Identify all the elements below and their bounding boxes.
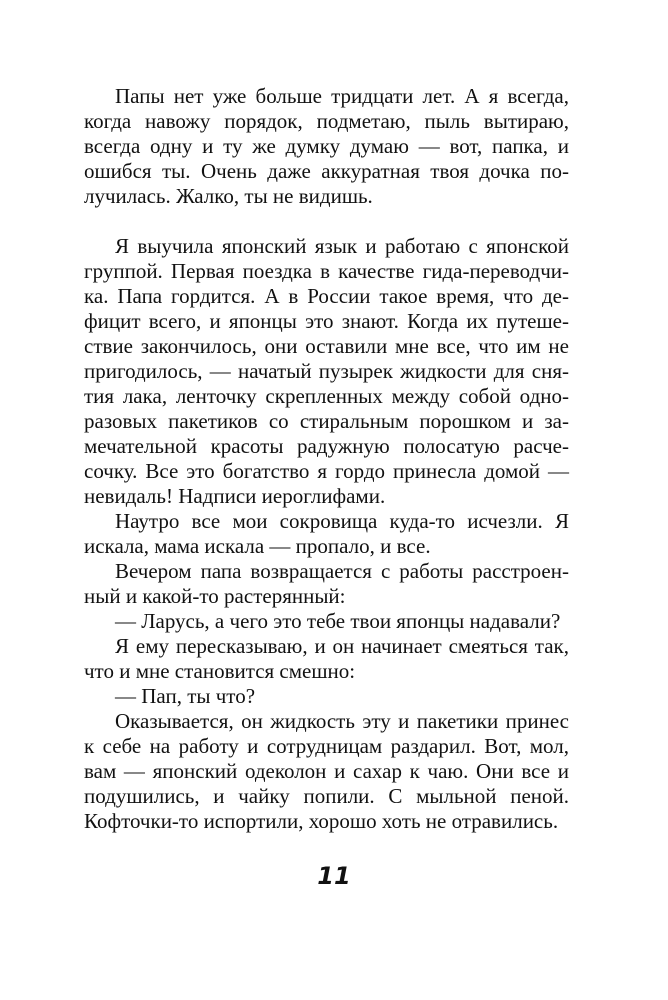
paragraph-japanese-group: Я выучила японский язык и работаю с японской группой. Первая поездка в качестве гида-переводчика. Папа гордится. А в России такое время, что дефицит всего, и японцы это знают. Когда их путешествие закончилось, они оставили мне все, что им не пригодилось, — начатый пузырек жидкости для снятия лака, ленточку скрепленных между собой одноразовых пакетиков со стиральным порошком и замечательной красоты радужную полосатую расчесочку. Все это богатство я гордо принесла домой — невидаль! Надписи иероглифами. bbox=[84, 234, 569, 508]
paragraph-papa-returns: Вечером папа возвращается с работы расстроенный и какой-то растерянный: bbox=[84, 559, 569, 608]
dialogue-pap-what: — Пап, ты что? bbox=[115, 684, 256, 708]
paragraph-papa-30-years: Папы нет уже больше тридцати лет. А я всегда, когда навожу порядок, подметаю, пыль вытираю, всегда одну и ту же думку думаю — вот, папка, и ошибся ты. Очень даже аккуратная твоя дочка получилась. Жалко, ты не видишь. bbox=[84, 84, 569, 208]
paragraph-retelling: Я ему пересказываю, и он начинает смеяться так, что и мне становится смешно: bbox=[84, 634, 569, 683]
paragraph-treasures-vanished: Наутро все мои сокровища куда-то исчезли. Я искала, мама искала — пропало, и все. bbox=[84, 509, 569, 558]
page-number: 11 bbox=[317, 862, 351, 890]
dialogue-larus-question: — Ларусь, а чего это тебе твои японцы надавали? bbox=[115, 609, 561, 633]
paragraph-colleagues-gifts: Оказывается, он жидкость эту и пакетики принес к себе на работу и сотрудницам раздарил. Вот, мол, вам — японский одеколон и сахар к чаю. Они все и подушились, и чайку попили. С мыльной пеной. Кофточки-то испортили, хорошо хоть не отравились. bbox=[84, 709, 569, 833]
page-body bbox=[84, 84, 569, 834]
